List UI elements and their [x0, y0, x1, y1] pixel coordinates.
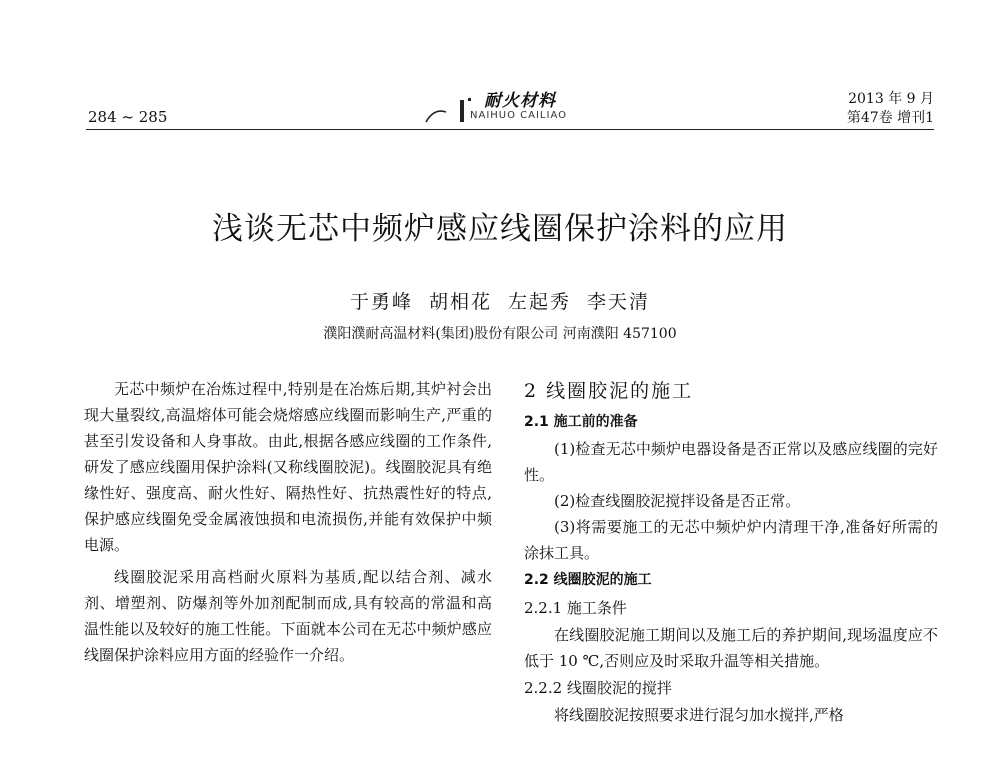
- article-title: 浅谈无芯中频炉感应线圈保护涂料的应用: [212, 211, 788, 247]
- intro-paragraph-2: 线圈胶泥采用高档耐火原料为基质,配以结合剂、减水剂、增塑剂、防爆剂等外加剂配制而成,具有较高的常温和高温性能以及较好的施工性能。下面就本公司在无芯中频炉感应线圈保护涂料应用方面的经验作一介绍。: [84, 568, 492, 664]
- section-2-2-heading: 2.2 线圈胶泥的施工: [524, 572, 652, 588]
- left-column: [84, 376, 492, 668]
- issue-volume: 第47卷 增刊1: [846, 110, 934, 126]
- intro-paragraph-1: 无芯中频炉在冶炼过程中,特别是在冶炼后期,其炉衬会出现大量裂纹,高温熔体可能会烧熔感应线圈而影响生产,严重的甚至引发设备和人身事故。由此,根据各感应线圈的工作条件,研发了感应线圈用保护涂料(又称线圈胶泥)。线圈胶泥具有绝缘性好、强度高、耐火性好、隔热性好、抗热震性好的特点,保护感应线圈免受金属液蚀损和电流损伤,并能有效保护中频电源。: [84, 380, 492, 554]
- page-range: 284 ~ 285: [88, 108, 168, 126]
- right-column: [524, 376, 938, 728]
- section-2-1-item-2: (2)检查线圈胶泥搅拌设备是否正常。: [554, 492, 801, 510]
- article-authors: 于勇峰 胡相花 左起秀 李天清: [349, 291, 651, 313]
- journal-logo: [424, 84, 584, 132]
- section-2-1-heading: 2.1 施工前的准备: [524, 414, 638, 430]
- journal-name-en: NAIHUO CAILIAO: [470, 110, 567, 121]
- section-2-2-2-heading: 2.2.2 线圈胶泥的搅拌: [524, 679, 672, 697]
- section-2-2-1-text: 在线圈胶泥施工期间以及施工后的养护期间,现场温度应不低于 10 ℃,否则应及时采取升温等相关措施。: [524, 626, 938, 670]
- section-2-2-2-text: 将线圈胶泥按照要求进行混匀加水搅拌,严格: [554, 706, 844, 724]
- journal-name-cn: 耐火材料: [484, 91, 556, 111]
- section-2-1-item-1: (1)检查无芯中频炉电器设备是否正常以及感应线圈的完好性。: [524, 440, 938, 484]
- section-2-heading: 2 线圈胶泥的施工: [524, 380, 694, 402]
- issue-info: [847, 90, 934, 128]
- header-divider: [86, 129, 934, 130]
- issue-date: 2013 年 9 月: [848, 91, 934, 107]
- section-2-2-1-heading: 2.2.1 施工条件: [524, 599, 627, 617]
- section-2-1-item-3: (3)将需要施工的无芯中频炉炉内清理干净,准备好所需的涂抹工具。: [524, 518, 938, 562]
- logo-arc-icon: [424, 98, 476, 124]
- article-affiliation: 濮阳濮耐高温材料(集团)股份有限公司 河南濮阳 457100: [323, 326, 677, 342]
